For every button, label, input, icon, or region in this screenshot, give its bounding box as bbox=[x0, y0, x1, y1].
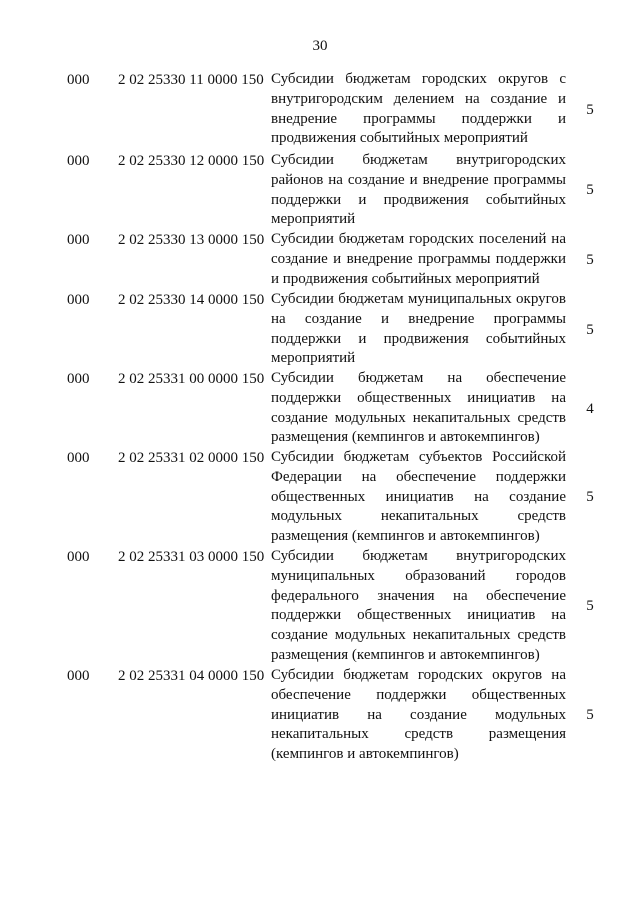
admin-code: 000 bbox=[67, 450, 90, 466]
revenue-name: Субсидии бюджетам муниципальных округов на создание и внедрение программы поддержки и продвижения событийных мероприятий bbox=[271, 291, 566, 367]
norm-value: 5 bbox=[586, 182, 594, 198]
revenue-name: Субсидии бюджетам внутригородских районов на создание и внедрение программы поддержки и продвижения событийных мероприятий bbox=[271, 152, 566, 228]
budget-code: 2 02 25331 02 0000 150 bbox=[118, 450, 265, 466]
revenue-name: Субсидии бюджетам внутригородских муниципальных образований городов федерального значения на обеспечение поддержки общественных инициатив на создание модульных некапитальных средств размещения (кемпингов и автокемпингов) bbox=[271, 548, 566, 663]
admin-code: 000 bbox=[67, 549, 90, 565]
admin-code: 000 bbox=[67, 371, 90, 387]
norm-value: 4 bbox=[586, 401, 594, 417]
page-number: 30 bbox=[312, 38, 328, 54]
revenue-name: Субсидии бюджетам городских округов с внутригородским делением на создание и внедрение программы поддержки и продвижения событийных мероприятий bbox=[271, 71, 566, 147]
norm-value: 5 bbox=[586, 322, 594, 338]
admin-code: 000 bbox=[67, 292, 90, 308]
admin-code: 000 bbox=[67, 668, 90, 684]
revenue-name: Субсидии бюджетам на обеспечение поддержки общественных инициатив на создание модульных некапитальных средств размещения (кемпингов и автокемпингов) bbox=[271, 370, 566, 446]
budget-code: 2 02 25330 11 0000 150 bbox=[118, 72, 264, 88]
budget-code: 2 02 25330 12 0000 150 bbox=[118, 153, 265, 169]
revenue-name: Субсидии бюджетам городских поселений на создание и внедрение программы поддержки и продвижения событийных мероприятий bbox=[271, 231, 566, 287]
budget-code: 2 02 25331 00 0000 150 bbox=[118, 371, 265, 387]
budget-code: 2 02 25331 03 0000 150 bbox=[118, 549, 265, 565]
norm-value: 5 bbox=[586, 102, 594, 118]
norm-value: 5 bbox=[586, 252, 594, 268]
budget-code: 2 02 25330 13 0000 150 bbox=[118, 232, 265, 248]
budget-code: 2 02 25330 14 0000 150 bbox=[118, 292, 265, 308]
revenue-name: Субсидии бюджетам субъектов Российской Федерации на обеспечение поддержки общественных инициатив на создание модульных некапитальных средств размещения (кемпингов и автокемпингов) bbox=[271, 449, 566, 545]
budget-code: 2 02 25331 04 0000 150 bbox=[118, 668, 265, 684]
norm-value: 5 bbox=[586, 489, 594, 505]
admin-code: 000 bbox=[67, 72, 90, 88]
norm-value: 5 bbox=[586, 598, 594, 614]
admin-code: 000 bbox=[67, 153, 90, 169]
admin-code: 000 bbox=[67, 232, 90, 248]
revenue-name: Субсидии бюджетам городских округов на обеспечение поддержки общественных инициатив на создание модульных некапитальных средств размещения (кемпингов и автокемпингов) bbox=[271, 667, 566, 763]
norm-value: 5 bbox=[586, 707, 594, 723]
